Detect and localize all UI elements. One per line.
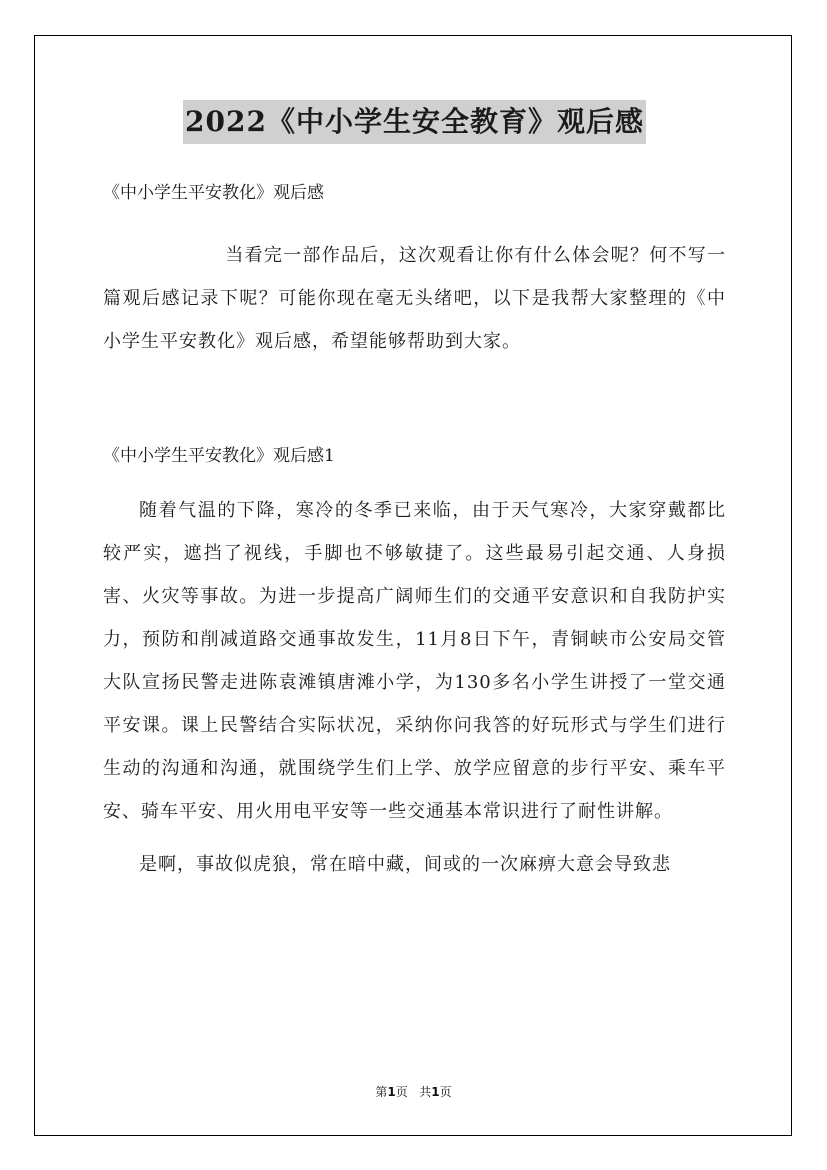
intro-paragraph: 当看完一部作品后，这次观看让你有什么体会呢？何不写一篇观后感记录下呢？可能你现在毫无头绪吧，以下是我帮大家整理的《中小学生平安教化》观后感，希望能够帮助到大家。 xyxy=(103,245,726,352)
footer-page-number: 1 xyxy=(387,1085,396,1099)
subtitle-heading: 《中小学生平安教化》观后感 xyxy=(103,183,324,203)
body-paragraph-2: 是啊，事故似虎狼，常在暗中藏，间或的一次麻痹大意会导致悲 xyxy=(139,854,671,875)
footer-total-suffix: 页 xyxy=(439,1085,452,1099)
body-paragraph-1: 随着气温的下降，寒冷的冬季已来临，由于天气寒冷，大家穿戴都比较严实，遮挡了视线，手脚也不够敏捷了。这些最易引起交通、人身损害、火灾等事故。为进一步提高广阔师生们的交通平安意识和自我防护实力，预防和削减道路交通事故发生，11月8日下午，青铜峡市公安局交管大队宣扬民警走进陈袁滩镇唐滩小学，为130多名小学生讲授了一堂交通平安课。课上民警结合实际状况，采纳你问我答的好玩形式与学生们进行生动的沟通和沟通，就围绕学生们上学、放学应留意的步行平安、乘车平安、骑车平安、用火用电平安等一些交通基本常识进行了耐性讲解。 xyxy=(103,500,726,822)
footer-page-suffix: 页 xyxy=(395,1085,408,1099)
footer-total-number: 1 xyxy=(431,1085,440,1099)
section-heading: 《中小学生平安教化》观后感1 xyxy=(103,446,335,466)
footer-total-label: 共 xyxy=(419,1085,432,1099)
document-body xyxy=(103,100,726,886)
document-title: 2022《中小学生安全教育》观后感 xyxy=(183,100,646,144)
page-footer xyxy=(0,1083,827,1100)
footer-page-label: 第 xyxy=(375,1085,388,1099)
title-container xyxy=(103,100,726,144)
